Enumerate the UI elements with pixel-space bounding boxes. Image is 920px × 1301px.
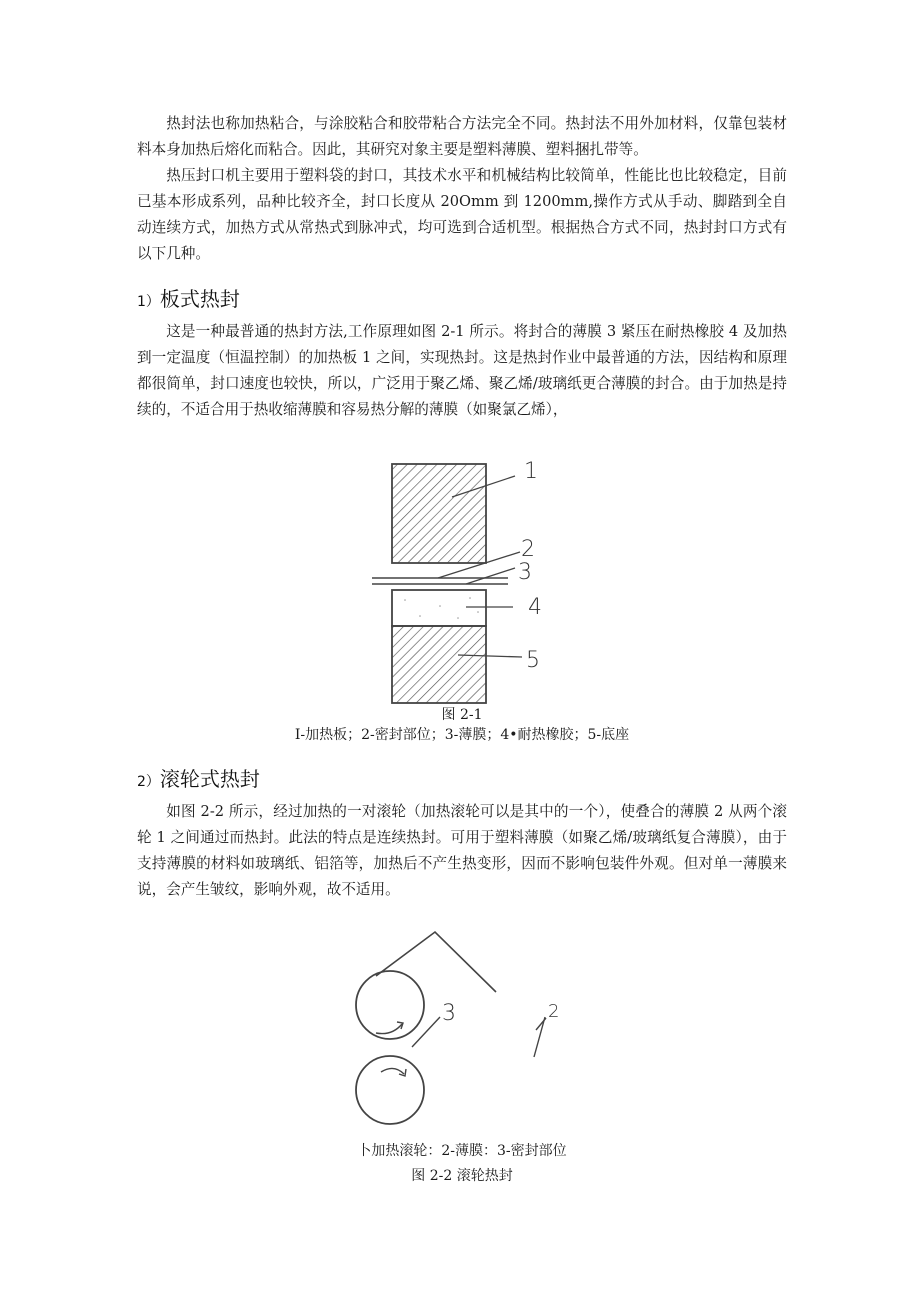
rubber-block xyxy=(392,590,486,626)
figure-2-2-caption: 卜加热滚轮：2-薄膜：3-密封部位 xyxy=(357,1143,567,1159)
section-2-title: 滚轮式热封 xyxy=(159,767,260,791)
intro-paragraph-2: 热压封口机主要用于塑料袋的封口，其技术水平和机械结构比较简单，性能比也比较稳定，目前已基本形成系列，品种比较齐全，封口长度从 20Omm 到 1200mm,操作方式从手动、脚踏到全自动连续方式，加热方式从常热式到脉冲式，均可选到合适机型。根据热合方式不同，热封封口方式有以下几种。 xyxy=(137,167,787,262)
section-1-title: 板式热封 xyxy=(159,287,240,311)
leader-line-3 xyxy=(466,568,515,584)
film-path xyxy=(376,932,496,992)
heating-plate xyxy=(392,464,486,563)
figure-2-1-diagram xyxy=(375,455,555,705)
leader-line-2b xyxy=(534,1017,545,1057)
figure-2-2-title: 图 2-2 滚轮热封 xyxy=(411,1168,513,1184)
figure-label-2b: 2 xyxy=(548,1001,560,1022)
figure-2-2-diagram xyxy=(345,920,585,1140)
section-1-heading xyxy=(137,283,240,312)
figure-label-4: 4 xyxy=(528,595,542,620)
leader-line-3b xyxy=(412,1017,440,1047)
lower-roller xyxy=(356,1056,424,1124)
figure-2-1-title: 图 2-1 xyxy=(441,707,483,723)
leader-line-2c xyxy=(536,1018,546,1030)
figure-2-1-caption: I-加热板；2-密封部位；3-薄膜；4•耐热橡胶；5-底座 xyxy=(294,727,630,743)
figure-label-3b: 3 xyxy=(442,1001,456,1026)
base-block xyxy=(392,626,486,703)
figure-label-1: 1 xyxy=(524,459,538,484)
figure-label-2: 2 xyxy=(521,537,535,562)
figure-label-5: 5 xyxy=(526,648,540,673)
figure-label-3: 3 xyxy=(518,560,532,585)
upper-roller xyxy=(356,971,424,1039)
section-1-body: 这是一种最普通的热封方法,工作原理如图 2-1 所示。将封合的薄膜 3 紧压在耐热橡胶 4 及加热到一定温度（恒温控制）的加热板 1 之间，实现热封。这是热封作业中最普通的方法，因结构和原理都很简单，封口速度也较快，所以，广泛用于聚乙烯、聚乙烯/玻璃纸更合薄膜的封合。由于加热是持续的，不适合用于热收缩薄膜和容易热分解的薄膜（如聚氯乙烯）， xyxy=(137,323,787,418)
intro-paragraph-1: 热封法也称加热粘合，与涂胶粘合和胶带粘合方法完全不同。热封法不用外加材料，仅靠包装材料本身加热后熔化而粘合。因此，其研究对象主要是塑料薄膜、塑料捆扎带等。 xyxy=(137,115,787,158)
section-2-number: 2） xyxy=(137,774,160,790)
section-1-number: 1） xyxy=(137,294,160,310)
upper-roller-arrow xyxy=(376,1024,402,1034)
lower-roller-arrow xyxy=(381,1068,404,1074)
section-2-body: 如图 2-2 所示，经过加热的一对滚轮（加热滚轮可以是其中的一个），使叠合的薄膜 2 从两个滚轮 1 之间通过而热封。此法的特点是连续热封。可用于塑料薄膜（如聚乙烯/玻璃纸复合薄膜），由于支持薄膜的材料如玻璃纸、铝箔等，加热后不产生热变形，因而不影响包装件外观。但对单一薄膜来说，会产生皱纹，影响外观，故不适用。 xyxy=(137,803,787,898)
section-2-heading xyxy=(137,763,260,792)
